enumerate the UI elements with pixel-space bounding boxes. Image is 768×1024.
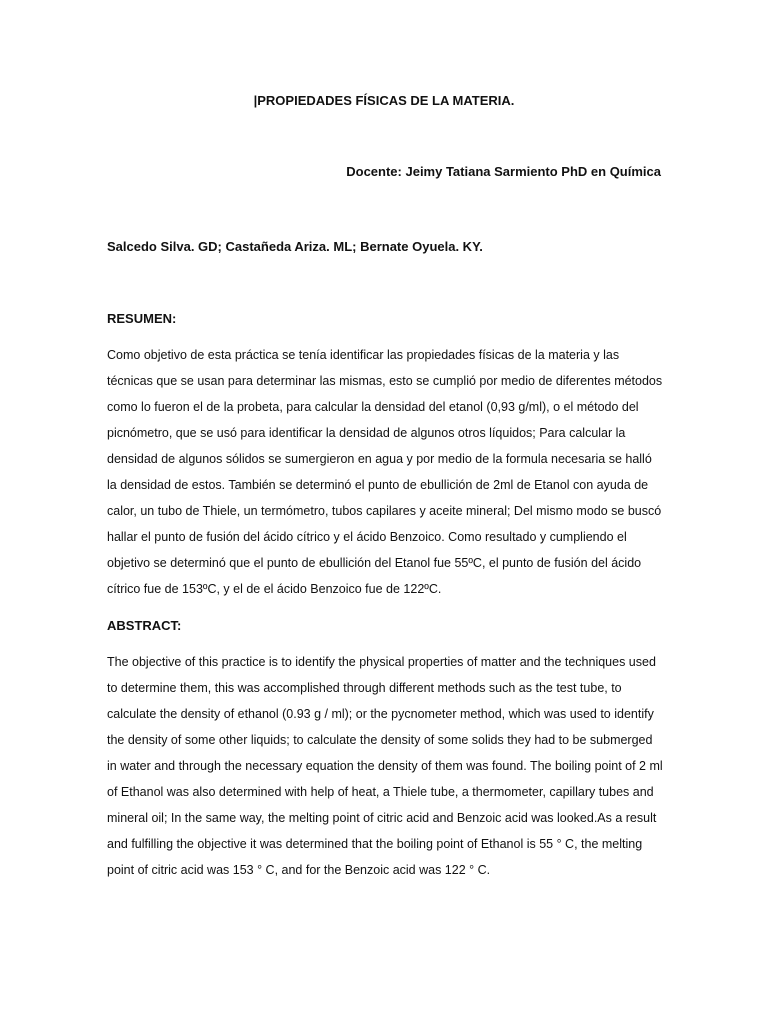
document-title: |PROPIEDADES FÍSICAS DE LA MATERIA.	[253, 93, 515, 108]
docente-line: Docente: Jeimy Tatiana Sarmiento PhD en Química	[346, 164, 661, 179]
abstract-heading: ABSTRACT:	[107, 618, 182, 633]
resumen-heading: RESUMEN:	[107, 311, 177, 326]
authors-line: Salcedo Silva. GD; Castañeda Ariza. ML; Bernate Oyuela. KY.	[107, 239, 483, 254]
abstract-paragraph: The objective of this practice is to identify the physical properties of matter and the techniques used to determine them, this was accomplished through different methods such as the test tube, to calculate the density of ethanol (0.93 g / ml); or the pycnometer method, which was used to identify the density of some other liquids; to calculate the density of some solids they had to be submerged in water and through the necessary equation the density of them was found. The boiling point of 2 ml of Ethanol was also determined with help of heat, a Thiele tube, a thermometer, capillary tubes and mineral oil; In the same way, the melting point of citric acid and Benzoic acid was looked.As a result and fulfilling the objective it was determined that the boiling point of Ethanol is 55 ° C, the melting point of citric acid was 153 ° C, and for the Benzoic acid was 122 ° C.	[107, 655, 663, 877]
resumen-paragraph: Como objetivo de esta práctica se tenía identificar las propiedades físicas de la materia y las técnicas que se usan para determinar las mismas, esto se cumplió por medio de diferentes métodos como lo fueron el de la probeta, para calcular la densidad del etanol (0,93 g/ml), o el método del picnómetro, que se usó para identificar la densidad de algunos otros líquidos; Para calcular la densidad de algunos sólidos se sumergieron en agua y por medio de la formula necesaria se halló la densidad de estos. También se determinó el punto de ebullición de 2ml de Etanol con ayuda de calor, un tubo de Thiele, un termómetro, tubos capilares y aceite mineral; Del mismo modo se buscó hallar el punto de fusión del ácido cítrico y el ácido Benzoico. Como resultado y cumpliendo el objetivo se determinó que el punto de ebullición del Etanol fue 55ºC, el punto de fusión del ácido cítrico fue de 153ºC, y el de el ácido Benzoico fue de 122ºC.	[107, 348, 663, 596]
